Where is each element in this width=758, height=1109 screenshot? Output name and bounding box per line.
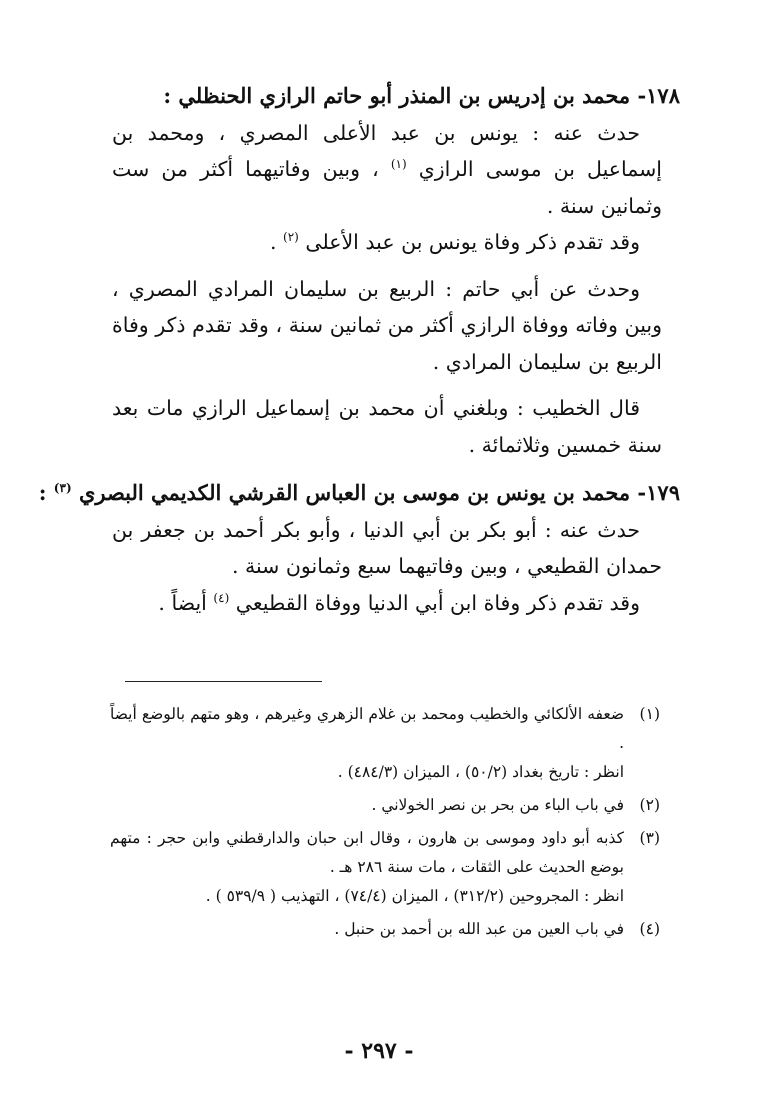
paragraph: حدث عنه : يونس بن عبد الأعلى المصري ، ومحمد بن إسماعيل بن موسى الرازي $^{(١)}$ ، وبين وفاتيهما أكثر من ست وثمانين سنة .: [112, 120, 662, 218]
footnote-1: [110, 700, 660, 787]
footnote-text: ضعفه الألكائي والخطيب ومحمد بن غلام الزهري وغيرهم ، وهو متهم بالوضع أيضاً .: [110, 705, 624, 752]
footnote-number: (١): [639, 705, 660, 723]
paragraph: قال الخطيب : وبلغني أن محمد بن إسماعيل الرازي مات بعد سنة خمسين وثلاثمائة .: [112, 396, 662, 457]
page-number: - ٢٩٧ -: [344, 1038, 414, 1064]
entry-heading-179: ١٧٩- محمد بن يونس بن موسى بن العباس القرشي الكديمي البصري $^{(٣)}$ :: [38, 480, 680, 505]
footnote-text: كذبه أبو داود وموسى بن هارون ، وقال ابن حبان والدارقطني وابن حجر : متهم بوضع الحديث على الثقات ، مات سنة ٢٨٦ هـ .: [110, 829, 624, 876]
footnote-ref[interactable]: (٣): [53, 481, 72, 495]
footnote-text: في باب الباء من بحر بن نصر الخولاني .: [371, 796, 624, 814]
paragraph: حدث عنه : أبو بكر بن أبي الدنيا ، وأبو بكر أحمد بن جعفر بن حمدان القطيعي ، وبين وفاتيهما سبع وثمانون سنة .: [112, 517, 662, 578]
entry-heading-178: ١٧٨- محمد بن إدريس بن المنذر أبو حاتم الرازي الحنظلي :: [163, 83, 680, 108]
footnote-number: (٢): [639, 796, 660, 814]
footnote-2: [110, 791, 660, 820]
footnote-3: [110, 824, 660, 911]
footnote-ref[interactable]: (٤): [213, 590, 230, 605]
paragraph: وحدث عن أبي حاتم : الربيع بن سليمان المرادي المصري ، وبين وفاته ووفاة الرازي أكثر من ثمانين سنة ، وقد تقدم ذكر وفاة الربيع بن سليمان المرادي .: [112, 276, 662, 374]
footnote-number: (٤): [639, 920, 660, 938]
footnote-text: في باب العين من عبد الله بن أحمد بن حنبل .: [334, 920, 624, 938]
main-text: [38, 78, 680, 621]
footnotes: [110, 700, 660, 948]
paragraph: وقد تقدم ذكر وفاة ابن أبي الدنيا ووفاة القطيعي $^{(٤)}$ أيضاً .: [158, 590, 640, 615]
footnote-separator: [125, 681, 322, 682]
footnote-ref[interactable]: (٢): [283, 230, 299, 244]
footnote-ref[interactable]: (١): [390, 157, 407, 171]
footnote-number: (٣): [639, 829, 660, 847]
footnote-citation: انظر : المجروحين (٣١٢/٢) ، الميزان (٧٤/٤) ، التهذيب ( ٥٣٩/٩ ) .: [205, 887, 624, 905]
footnote-4: [110, 915, 660, 944]
paragraph: وقد تقدم ذكر وفاة يونس بن عبد الأعلى $^{(٢)}$ .: [269, 230, 640, 254]
footnote-citation: انظر : تاريخ بغداد (٥٠/٢) ، الميزان (٤٨٤/٣) .: [337, 763, 624, 781]
